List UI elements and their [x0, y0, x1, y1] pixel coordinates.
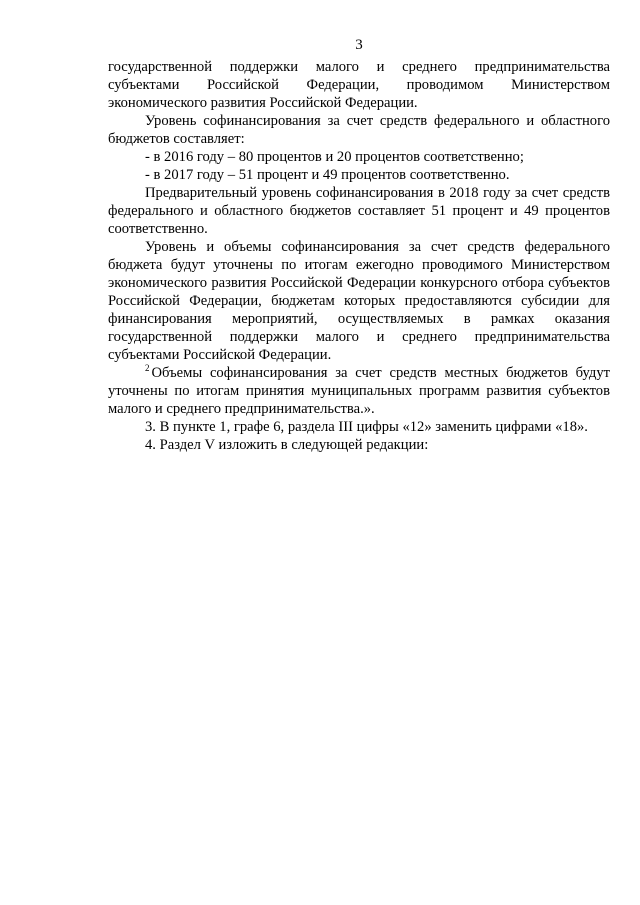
document-page — [108, 36, 610, 454]
paragraph-cofinancing-level: Уровень софинансирования за счет средств федерального и областного бюджетов составляет: — [108, 113, 610, 147]
paragraph-item-3: 3. В пункте 1, графе 6, раздела III цифры «12» заменить цифрами «18». — [145, 419, 588, 435]
paragraph-preliminary-2018: Предварительный уровень софинансирования в 2018 году за счет средств федерального и областного бюджетов составляет 51 процент и 49 процентов соответственно. — [108, 185, 610, 237]
footnote — [108, 364, 610, 418]
list-item-2017: - в 2017 году – 51 процент и 49 процентов соответственно. — [145, 167, 510, 183]
paragraph-item-4: 4. Раздел V изложить в следующей редакции: — [145, 437, 429, 453]
paragraph-continuation: государственной поддержки малого и среднего предпринимательства субъектами Российской Федерации, проводимом Министерством экономического развития Российской Федерации. — [108, 59, 610, 111]
list-item-2016: - в 2016 году – 80 процентов и 20 процентов соответственно; — [145, 149, 524, 165]
page-number: 3 — [355, 37, 363, 53]
paragraph-federal-budget: Уровень и объемы софинансирования за счет средств федерального бюджета будут уточнены по итогам ежегодно проводимого Министерством экономического развития Российской Федерации конкурсного отбора субъектов Российской Федерации, бюджетам которых предоставляются субсидии для финансирования мероприятий, осуществляемых в рамках оказания государственной поддержки малого и среднего предпринимательства субъектами Российской Федерации. — [108, 239, 610, 363]
footnote-text: Объемы софинансирования за счет средств местных бюджетов будут уточнены по итогам принятия муниципальных программ развития субъектов малого и среднего предпринимательства.». — [108, 365, 610, 417]
footnote-marker: 2 — [145, 363, 150, 374]
